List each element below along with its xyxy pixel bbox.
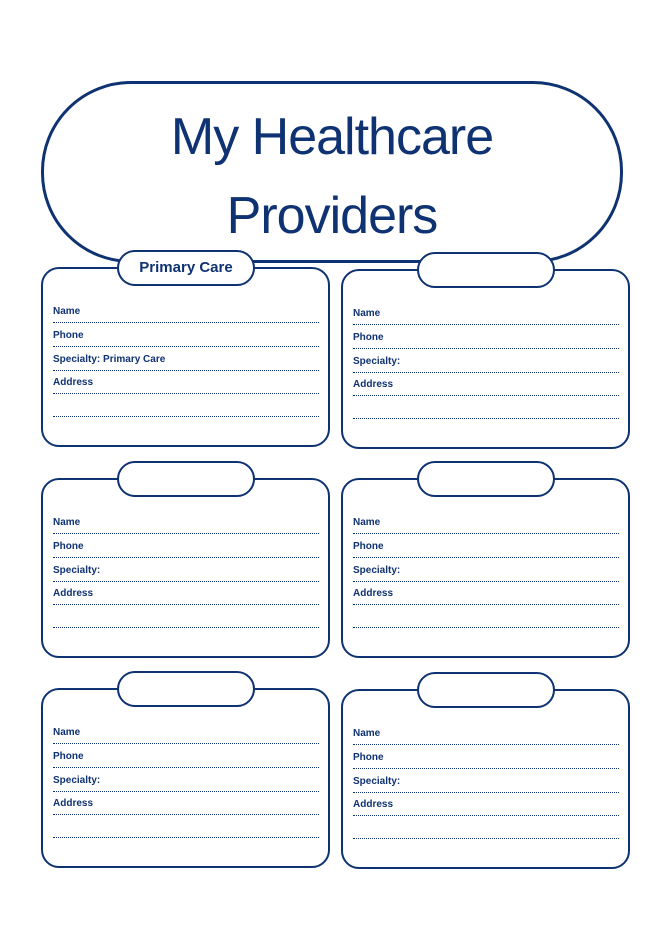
name-field[interactable]: Name xyxy=(53,516,319,534)
phone-field[interactable]: Phone xyxy=(53,329,319,347)
card-tab-label[interactable] xyxy=(417,252,555,288)
phone-field[interactable]: Phone xyxy=(353,751,619,769)
card-tab-label[interactable] xyxy=(417,672,555,708)
page-title-line-2: Providers xyxy=(226,187,438,245)
address-line-2-field[interactable] xyxy=(53,399,319,417)
specialty-field[interactable]: Specialty: xyxy=(53,774,319,792)
address-line-2-field[interactable] xyxy=(53,610,319,628)
address-field[interactable]: Address xyxy=(353,587,619,605)
specialty-field[interactable]: Specialty: xyxy=(353,775,619,793)
address-field[interactable]: Address xyxy=(353,798,619,816)
card-tab-label[interactable] xyxy=(417,461,555,497)
card-tab-label[interactable] xyxy=(117,671,255,707)
name-field[interactable]: Name xyxy=(353,307,619,325)
specialty-field[interactable]: Specialty: xyxy=(353,355,619,373)
specialty-field[interactable]: Specialty: xyxy=(53,564,319,582)
title-box xyxy=(41,81,623,263)
address-line-2-field[interactable] xyxy=(353,821,619,839)
card-tab-label[interactable] xyxy=(117,461,255,497)
provider-card-1 xyxy=(41,259,330,447)
provider-card-5 xyxy=(41,688,330,868)
address-line-2-field[interactable] xyxy=(353,401,619,419)
address-field[interactable]: Address xyxy=(53,587,319,605)
phone-field[interactable]: Phone xyxy=(53,750,319,768)
provider-card-6 xyxy=(341,689,630,869)
name-field[interactable]: Name xyxy=(53,726,319,744)
address-field[interactable]: Address xyxy=(53,376,319,394)
provider-card-4 xyxy=(341,478,630,658)
address-line-2-field[interactable] xyxy=(53,820,319,838)
specialty-field[interactable]: Specialty: Primary Care xyxy=(53,353,319,371)
provider-card-3 xyxy=(41,478,330,658)
page-title-line-1: My Healthcare xyxy=(170,108,494,166)
name-field[interactable]: Name xyxy=(53,305,319,323)
specialty-field[interactable]: Specialty: xyxy=(353,564,619,582)
address-line-2-field[interactable] xyxy=(353,610,619,628)
address-field[interactable]: Address xyxy=(353,378,619,396)
phone-field[interactable]: Phone xyxy=(353,331,619,349)
name-field[interactable]: Name xyxy=(353,516,619,534)
card-tab-label[interactable]: Primary Care xyxy=(117,250,255,286)
provider-card-2 xyxy=(341,269,630,449)
name-field[interactable]: Name xyxy=(353,727,619,745)
address-field[interactable]: Address xyxy=(53,797,319,815)
phone-field[interactable]: Phone xyxy=(353,540,619,558)
phone-field[interactable]: Phone xyxy=(53,540,319,558)
